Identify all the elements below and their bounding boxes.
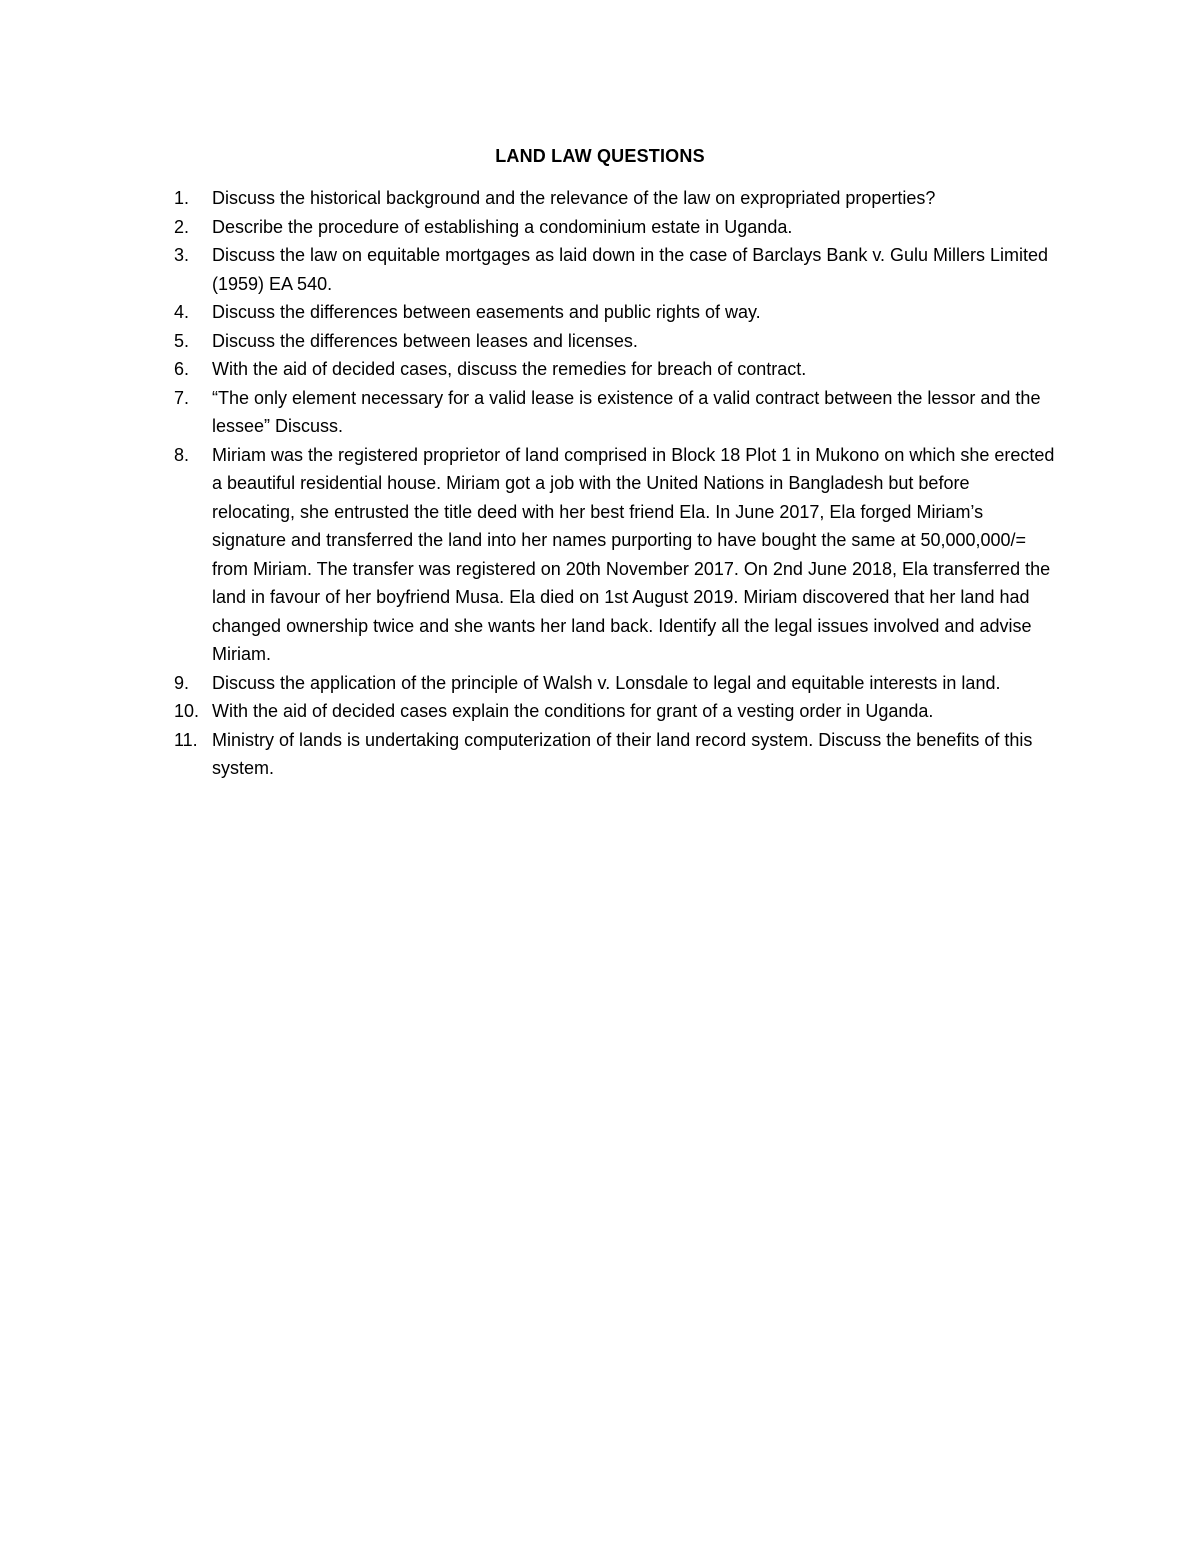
question-text: Discuss the law on equitable mortgages as laid down in the case of Barclays Bank v. Gulu Millers Limited (1959) EA 540. xyxy=(212,245,1049,294)
question-text: Discuss the application of the principle of Walsh v. Lonsdale to legal and equitable interests in land. xyxy=(212,672,1001,693)
list-item xyxy=(155,441,1055,669)
question-number: 6. xyxy=(174,359,190,379)
question-number: 3. xyxy=(174,245,190,265)
question-text: Miriam was the registered proprietor of land comprised in Block 18 Plot 1 in Mukono on which she erected a beautiful residential house. Miriam got a job with the United Nations in Bangladesh but before relocating, she entrusted the title deed with her best friend Ela. In June 2017, Ela forged Miriam’s signature and transferred the land into her names purporting to have bought the same at 50,000,000/= from Miriam. The transfer was registered on 20th November 2017. On 2nd June 2018, Ela transferred the land in favour of her boyfriend Musa. Ela died on 1st August 2019. Miriam discovered that her land had changed ownership twice and she wants her land back. Identify all the legal issues involved and advise Miriam. xyxy=(212,444,1055,664)
question-text: With the aid of decided cases, discuss the remedies for breach of contract. xyxy=(212,359,807,379)
document-title: LAND LAW QUESTIONS xyxy=(495,146,705,166)
question-number: 9. xyxy=(174,672,190,693)
question-text: Discuss the differences between leases and licenses. xyxy=(212,330,638,351)
list-item xyxy=(155,669,1055,698)
question-number: 11. xyxy=(174,729,198,750)
list-item xyxy=(155,355,1055,384)
list-item xyxy=(155,384,1055,441)
question-number: 2. xyxy=(174,216,190,237)
question-number: 10. xyxy=(174,701,200,721)
list-item xyxy=(155,298,1055,327)
question-text: Ministry of lands is undertaking computerization of their land record system. Discuss the benefits of this system. xyxy=(212,729,1033,778)
list-item xyxy=(155,213,1055,242)
question-text: Discuss the differences between easements and public rights of way. xyxy=(212,302,761,322)
question-list xyxy=(155,184,1055,783)
list-item xyxy=(155,184,1055,213)
list-item xyxy=(155,327,1055,356)
list-item xyxy=(155,241,1055,298)
question-number: 1. xyxy=(174,188,190,208)
question-text: With the aid of decided cases explain the conditions for grant of a vesting order in Uganda. xyxy=(212,701,934,721)
question-number: 7. xyxy=(174,387,190,408)
question-number: 4. xyxy=(174,302,190,322)
question-text: “The only element necessary for a valid lease is existence of a valid contract between the lessor and the lessee” Discuss. xyxy=(212,387,1041,436)
question-number: 5. xyxy=(174,330,190,351)
question-text: Describe the procedure of establishing a condominium estate in Uganda. xyxy=(212,216,793,237)
question-number: 8. xyxy=(174,444,190,465)
list-item xyxy=(155,697,1055,726)
question-text: Discuss the historical background and the relevance of the law on expropriated properties? xyxy=(212,188,936,208)
list-item xyxy=(155,726,1055,783)
